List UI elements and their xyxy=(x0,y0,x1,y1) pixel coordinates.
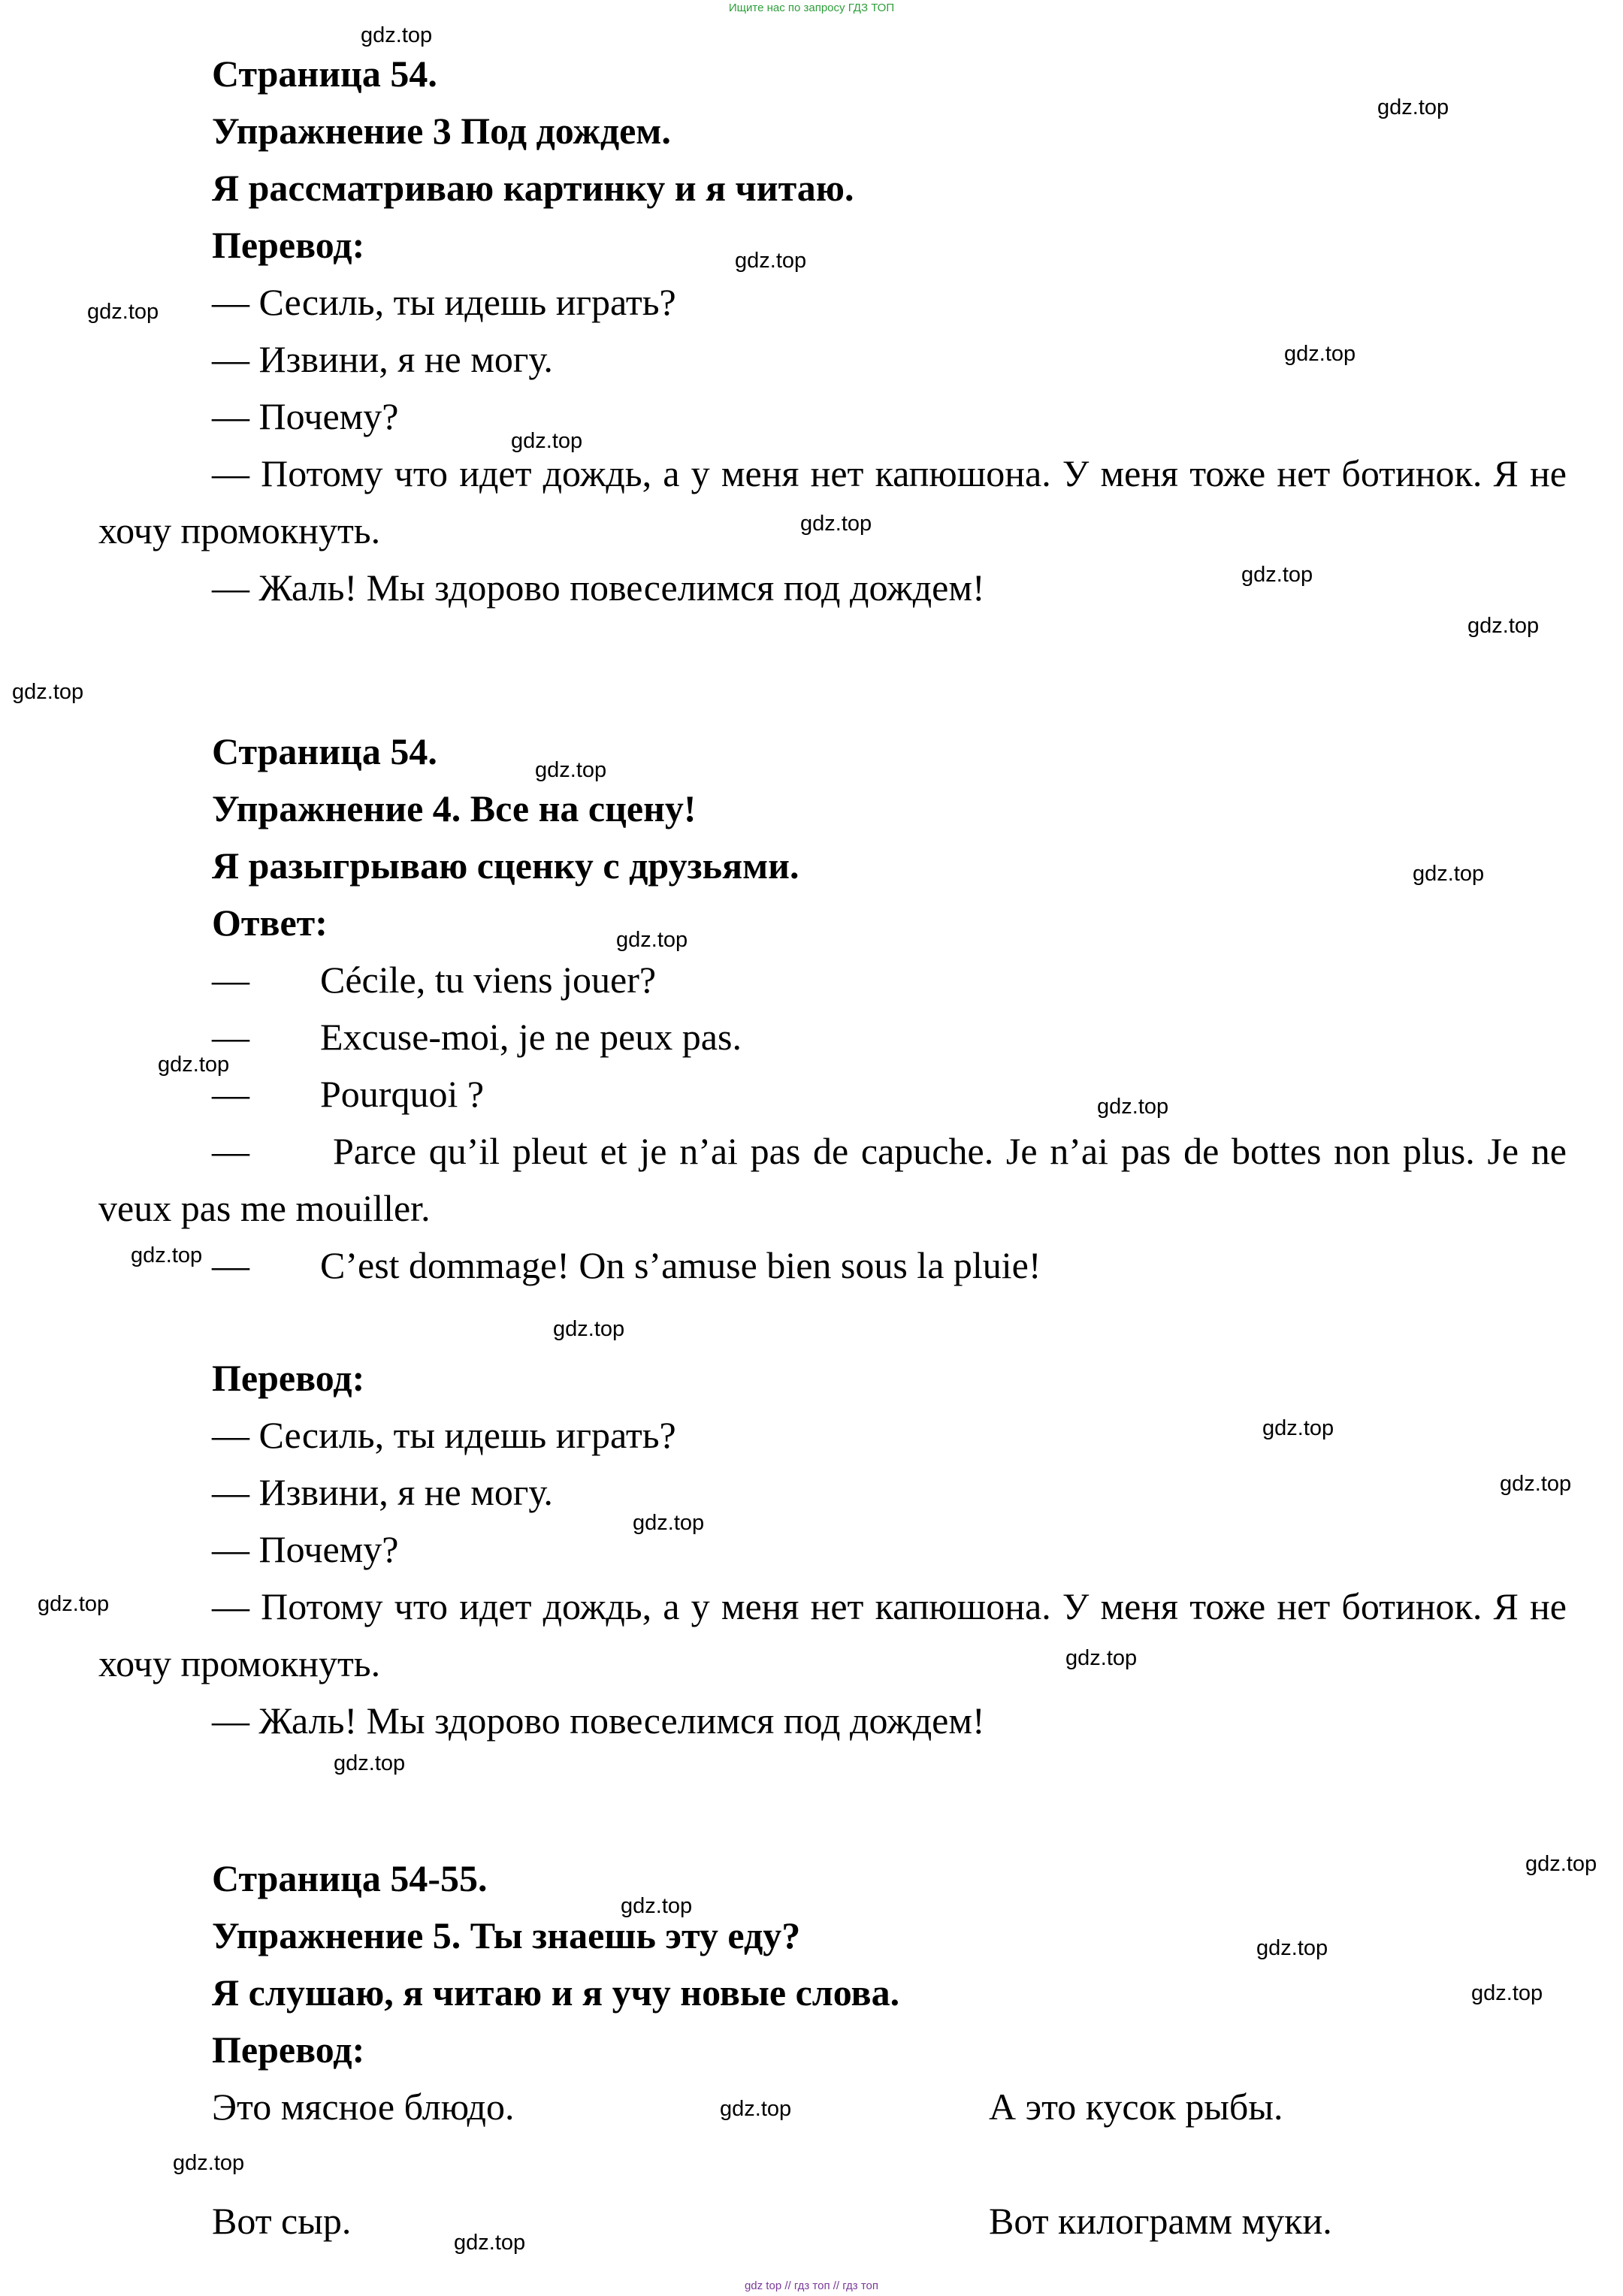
ex4-translation-line-1: — Сесиль, ты идешь играть? xyxy=(212,1414,676,1456)
ex3-title: Упражнение 3 Под дождем. xyxy=(212,110,671,152)
ex5-phrase-2: А это кусок рыбы. xyxy=(989,2086,1283,2128)
ex4-french-line-1: Cécile, tu viens jouer? xyxy=(320,959,657,1001)
ex5-page-heading: Страница 54-55. xyxy=(212,1857,488,1899)
ex5-phrase-3: Вот сыр. xyxy=(212,2200,352,2242)
ex5-phrase-1: Это мясное блюдо. xyxy=(212,2086,515,2128)
watermark: gdz.top xyxy=(454,2231,526,2255)
top-banner: Ищите нас по запросу ГДЗ ТОП xyxy=(728,2,895,14)
ex4-answer-label: Ответ: xyxy=(212,902,328,944)
watermark: gdz.top xyxy=(616,928,688,952)
watermark: gdz.top xyxy=(535,758,607,782)
watermark: gdz.top xyxy=(1471,1981,1543,2005)
watermark: gdz.top xyxy=(1256,1936,1328,1960)
ex4-french-line-3: Pourquoi ? xyxy=(320,1073,485,1115)
watermark: gdz.top xyxy=(1413,862,1485,886)
ex4-translation-label: Перевод: xyxy=(212,1357,365,1399)
ex4-dash-4: — xyxy=(212,1130,249,1172)
watermark: gdz.top xyxy=(131,1243,203,1267)
watermark: gdz.top xyxy=(361,23,433,47)
watermark: gdz.top xyxy=(1262,1416,1334,1440)
ex3-line-4: — Потому что идет дождь, а у меня нет капюшона. У меня тоже нет ботинок. Я не хочу промокнуть. xyxy=(98,452,1567,551)
ex4-translation-line-5: — Жаль! Мы здорово повеселимся под дождем! xyxy=(212,1699,985,1742)
ex3-line-5: — Жаль! Мы здорово повеселимся под дождем! xyxy=(212,566,985,609)
ex3-line-3: — Почему? xyxy=(212,395,399,437)
ex5-phrase-4: Вот килограмм муки. xyxy=(989,2200,1332,2242)
watermark: gdz.top xyxy=(1065,1646,1138,1670)
watermark: gdz.top xyxy=(334,1751,406,1775)
watermark: gdz.top xyxy=(1467,614,1540,638)
watermark: gdz.top xyxy=(735,249,807,273)
ex4-page-heading: Страница 54. xyxy=(212,730,437,772)
watermark: gdz.top xyxy=(1500,1472,1572,1496)
ex4-translation-line-4: — Потому что идет дождь, а у меня нет капюшона. У меня тоже нет ботинок. Я не хочу промокнуть. xyxy=(98,1585,1567,1684)
ex4-french-line-2: Excuse-moi, je ne peux pas. xyxy=(320,1016,742,1058)
watermark: gdz.top xyxy=(553,1317,625,1341)
ex3-page-heading: Страница 54. xyxy=(212,53,437,95)
ex5-translation-label: Перевод: xyxy=(212,2029,365,2071)
watermark: gdz.top xyxy=(87,300,159,324)
watermark: gdz.top xyxy=(1284,342,1356,366)
ex4-french-line-5: C’est dommage! On s’amuse bien sous la pluie! xyxy=(320,1244,1041,1286)
watermark: gdz.top xyxy=(1097,1095,1169,1119)
ex3-task: Я рассматриваю картинку и я читаю. xyxy=(212,167,854,209)
watermark: gdz.top xyxy=(720,2097,792,2121)
ex4-translation-line-2: — Извини, я не могу. xyxy=(212,1471,553,1513)
ex4-task: Я разыгрываю сценку с друзьями. xyxy=(212,844,799,887)
footer-watermark: gdz top // гдз топ // гдз топ xyxy=(744,2279,879,2292)
ex4-translation-line-3: — Почему? xyxy=(212,1528,399,1570)
watermark: gdz.top xyxy=(38,1592,110,1616)
ex5-title: Упражнение 5. Ты знаешь эту еду? xyxy=(212,1914,801,1956)
ex4-french-line-4: Parce qu’il pleut et je n’ai pas de capuche. Je n’ai pas de bottes non plus. Je ne veux pas me mouiller. xyxy=(98,1130,1567,1229)
ex4-dash-1: — xyxy=(212,959,249,1001)
watermark: gdz.top xyxy=(12,680,84,704)
watermark: gdz.top xyxy=(1377,95,1449,119)
watermark: gdz.top xyxy=(1525,1852,1597,1876)
ex4-dash-2: — xyxy=(212,1016,249,1058)
ex4-title: Упражнение 4. Все на сцену! xyxy=(212,787,697,829)
ex4-dash-3: — xyxy=(212,1073,249,1115)
watermark: gdz.top xyxy=(800,512,872,536)
ex3-translation-label: Перевод: xyxy=(212,224,365,266)
ex4-dash-5: — xyxy=(212,1244,249,1286)
watermark: gdz.top xyxy=(621,1894,693,1918)
watermark: gdz.top xyxy=(158,1053,230,1077)
ex3-line-2: — Извини, я не могу. xyxy=(212,338,553,380)
ex3-line-1: — Сесиль, ты идешь играть? xyxy=(212,281,676,323)
ex5-task: Я слушаю, я читаю и я учу новые слова. xyxy=(212,1971,900,2014)
watermark: gdz.top xyxy=(173,2151,245,2175)
watermark: gdz.top xyxy=(511,429,583,453)
watermark: gdz.top xyxy=(633,1511,705,1535)
watermark: gdz.top xyxy=(1241,563,1313,587)
